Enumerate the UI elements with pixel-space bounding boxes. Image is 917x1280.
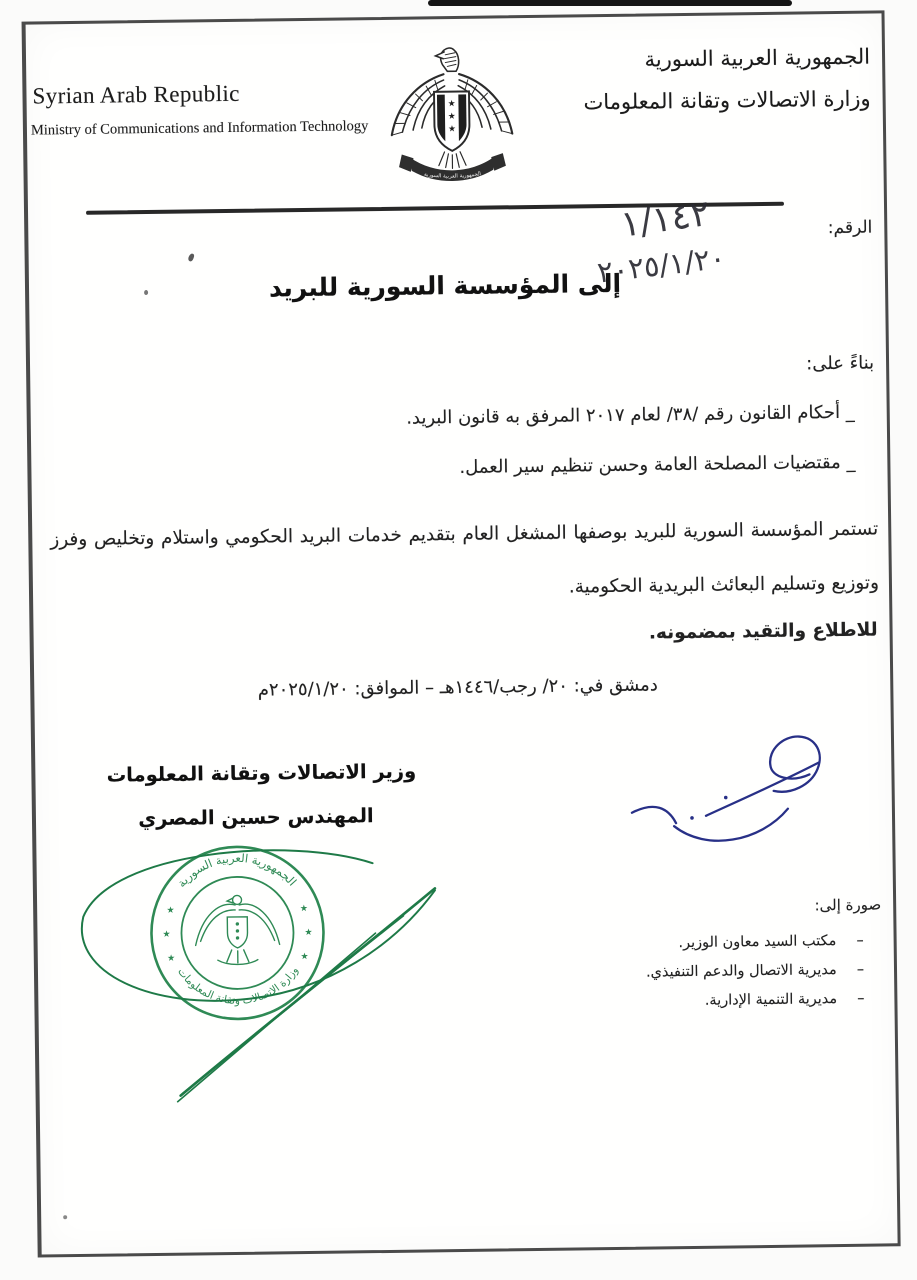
letterhead-arabic-title: الجمهورية العربية السورية — [644, 44, 871, 72]
svg-text:★: ★ — [299, 903, 308, 915]
stamp-top-text: الجمهورية العربية السورية — [174, 850, 300, 890]
svg-text:★: ★ — [447, 124, 456, 135]
svg-text:★: ★ — [447, 111, 456, 122]
minister-title: وزير الاتصالات وتقانة المعلومات — [106, 759, 417, 787]
svg-text:★: ★ — [304, 927, 313, 939]
cc-item-text: مديرية التنمية الإدارية. — [704, 991, 838, 1009]
reference-number-handwritten: ١/١٤٢ — [618, 192, 713, 246]
letterhead-english-subtitle: Ministry of Communications and Information Technology — [30, 118, 369, 139]
cc-item — [602, 962, 864, 981]
scan-speck — [63, 1215, 67, 1219]
reference-date-handwritten: ٢٠٢٥/١/٢٠ — [595, 240, 728, 290]
basis-list — [87, 402, 856, 512]
svg-text:★: ★ — [166, 905, 175, 916]
cc-item-text: مكتب السيد معاون الوزير. — [678, 933, 837, 952]
basis-item: _ مقتضيات المصلحة العامة وحسن تنظيم سير العمل. — [459, 451, 856, 478]
cc-item — [602, 933, 864, 952]
cc-list — [602, 933, 865, 1023]
minister-name: المهندس حسين المصري — [138, 804, 374, 831]
svg-text:★: ★ — [447, 99, 456, 110]
basis-item: _ أحكام القانون رقم /٣٨/ لعام ٢٠١٧ المرفق به قانون البريد. — [406, 401, 855, 429]
letterhead-english-title: Syrian Arab Republic — [32, 80, 240, 109]
cc-dash: – — [857, 990, 865, 1007]
date-line: دمشق في: ٢٠/ رجب/١٤٤٦هـ – الموافق: ٢٠٢٥/١/٢٠م — [257, 674, 658, 701]
syria-eagle-emblem-icon — [383, 40, 521, 184]
cc-dash: – — [856, 961, 865, 978]
svg-text:★: ★ — [167, 953, 176, 964]
cc-label: صورة إلى: — [814, 895, 882, 915]
svg-text:★: ★ — [300, 951, 309, 963]
recipient-title: إلى المؤسسة السورية للبريد — [268, 268, 622, 303]
cc-item-text: مديرية الاتصال والدعم التنفيذي. — [645, 962, 837, 981]
svg-text:★: ★ — [162, 929, 171, 940]
letterhead-arabic-subtitle: وزارة الاتصالات وتقانة المعلومات — [583, 86, 871, 115]
reference-number-label: الرقم: — [827, 217, 873, 239]
body-paragraph: تستمر المؤسسة السورية للبريد بوصفها المشغل العام بتقديم خدمات البريد الحكومي واستلام وتخليص وفرز وتوزيع وتسليم البعائث البريدية الحكومية. — [50, 518, 880, 598]
stamp-bottom-text: وزارة الاتصالات وتقانة المعلومات — [175, 964, 301, 1007]
cc-dash: – — [856, 932, 864, 949]
scan-speck — [144, 290, 148, 295]
emblem-banner-text: الجمهورية العربية السورية — [423, 170, 482, 180]
cc-item — [602, 991, 864, 1010]
compliance-note: للاطلاع والتقيد بمضمونه. — [648, 619, 878, 644]
basis-intro: بناءً على: — [806, 352, 875, 375]
